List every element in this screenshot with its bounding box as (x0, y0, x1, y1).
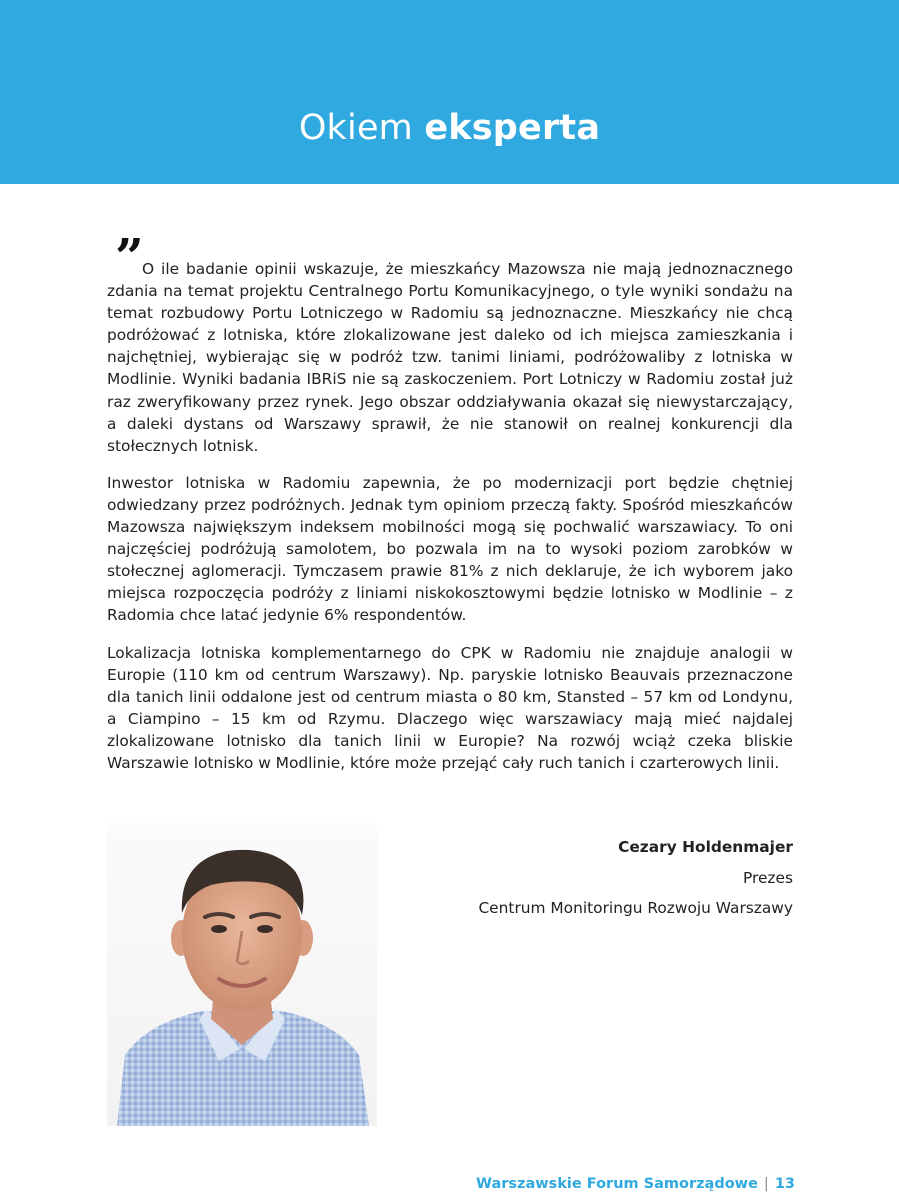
author-photo (107, 823, 377, 1126)
page-title (0, 108, 899, 148)
author-signature (478, 838, 793, 917)
author-role: Prezes (742, 869, 793, 887)
author-organization: Centrum Monitoringu Rozwoju Warszawy (478, 899, 793, 917)
page-title-bold: eksperta (424, 108, 601, 148)
article-paragraph: O ile badanie opinii wskazuje, że mieszkańcy Mazowsza nie mają jednoznacznego zdania na temat projektu Centralnego Portu Komunikacyjnego, o tyle wyniki sondażu na temat rozbudowy Portu Lotniczego w Radomiu są jednoznaczne. Mieszkańcy nie chcą podróżować z lotniska, które zlokalizowane jest daleko od ich miejsca zamieszkania i najchętniej, wybierając się w podróż tzw. tanimi liniami, podróżowaliby z lotniska w Modlinie. Wyniki badania IBRiS nie są zaskoczeniem. Port Lotniczy w Radomiu został już raz zweryfikowany przez rynek. Jego obszar oddziaływania okazał się niewystarczający, a daleki dystans od Warszawy sprawił, że nie stanowił on realnej konkurencji dla stołecznych lotnisk. (107, 260, 793, 455)
article-paragraph: Lokalizacja lotniska komplementarnego do CPK w Radomiu nie znajduje analogii w Europie (110 km od centrum Warszawy). Np. paryskie lotnisko Beauvais przeznaczone dla tanich linii oddalone jest od centrum miasta o 80 km, Stansted – 57 km od Londynu, a Ciampino – 15 km od Rzymu. Dlaczego więc warszawiacy mają mieć najdalej zlokalizowane lotnisko dla tanich linii w Europie? Na rozwój wciąż czeka bliskie Warszawie lotnisko w Modlinie, które może przejąć cały ruch tanich i czarterowych linii. (107, 643, 793, 772)
footer-separator: | (763, 1176, 769, 1192)
person-portrait-icon (107, 823, 377, 1126)
page-number: 13 (774, 1176, 795, 1192)
article-body (107, 258, 793, 789)
page-title-light: Okiem (298, 108, 413, 148)
author-name: Cezary Holdenmajer (618, 838, 793, 856)
page-footer (476, 1176, 795, 1192)
header-banner (0, 0, 899, 184)
article-paragraph: Inwestor lotniska w Radomiu zapewnia, że po modernizacji port będzie chętniej odwiedzany przez podróżnych. Jednak tym opiniom przeczą fakty. Spośród mieszkańców Mazowsza największym indeksem mobilności mogą się pochwalić warszawiacy. To oni najczęściej podróżują samolotem, bo pozwala im na to wysoki poziom zarobków w stołecznej aglomeracji. Tymczasem prawie 81% z nich deklaruje, że ich wyborem jako miejsca rozpoczęcia podróży z liniami niskokosztowymi będzie lotnisko w Modlinie – z Radomia chce latać jedynie 6% respondentów. (107, 473, 793, 625)
publication-name: Warszawskie Forum Samorządowe (475, 1176, 758, 1192)
quote-mark-icon: ” (115, 227, 144, 286)
